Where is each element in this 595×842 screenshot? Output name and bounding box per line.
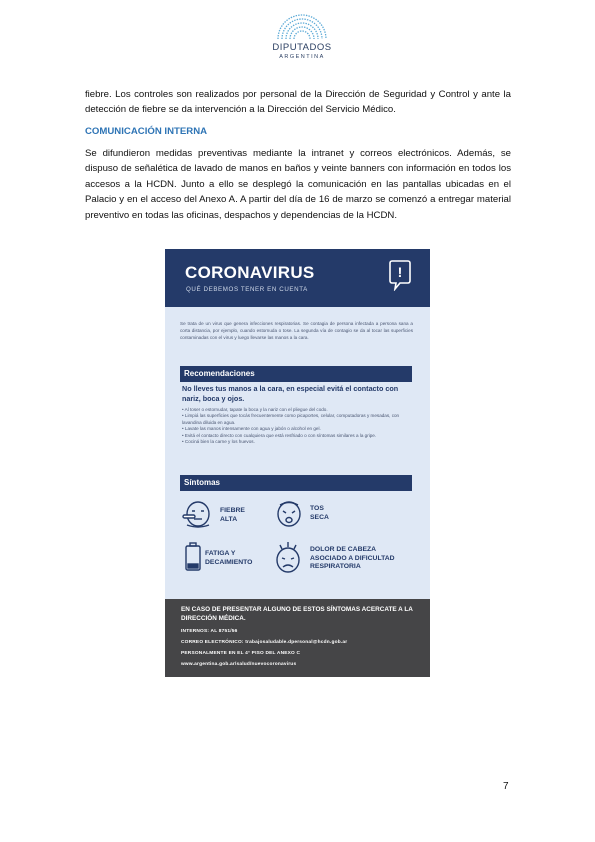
poster-subtitle: QUÉ DEBEMOS TENER EN CUENTA bbox=[186, 286, 308, 293]
symptom-cough bbox=[310, 505, 329, 522]
symptom-fever-line2: ALTA bbox=[220, 515, 238, 523]
list-item: • Cociná bien la carne y los huevos. bbox=[182, 439, 255, 445]
symptom-fever-line1: FIEBRE bbox=[220, 507, 245, 514]
alert-glyph: ! bbox=[397, 264, 403, 280]
symptom-headache-line3: RESPIRATORIA bbox=[310, 563, 361, 570]
recommendations-heading: Recomendaciones bbox=[180, 366, 412, 382]
symptom-headache-line1: DOLOR DE CABEZA bbox=[310, 546, 377, 553]
poster-footer bbox=[165, 599, 430, 677]
footer-warning: EN CASO DE PRESENTAR ALGUNO DE ESTOS SÍNTOMAS ACERCATE A LA DIRECCIÓN MÉDICA. bbox=[181, 606, 413, 622]
list-item: • Limpiá las superficies que tocás frecuentemente como picaportes, celular, computadoras y mesadas, con lavandina diluida en agua. bbox=[182, 413, 400, 425]
symptom-fatigue-line2: DECAIMIENTO bbox=[205, 558, 253, 566]
symptom-headache-line2: ASOCIADO A DIFICULTAD bbox=[310, 554, 395, 562]
page-number: 7 bbox=[503, 781, 509, 792]
recommendations-list bbox=[182, 407, 412, 445]
poster-title: CORONAVIRUS bbox=[185, 263, 315, 282]
diputados-logo bbox=[262, 12, 342, 60]
cough-face-icon bbox=[273, 499, 305, 529]
footer-url: www.argentina.gob.ar/salud/nuevocoronavirus bbox=[181, 662, 297, 667]
symptom-cough-line2: SECA bbox=[310, 513, 329, 521]
poster-intro: Se trata de un virus que genera infecciones respiratorias. Se contagia de persona infectada a persona sana a corta distancia, por ejemplo, cuando estornuda o tose. La segunda vía de contagio se da al tocar las superficies contaminadas con el virus y luego llevarse las manos a la cara. bbox=[180, 321, 413, 340]
paragraph-1: fiebre. Los controles son realizados por personal de la Dirección de Seguridad y Control y ante la detección de fiebre se da intervención a la Dirección del Servicio Médico. bbox=[85, 89, 511, 116]
logo-country: ARGENTINA bbox=[279, 54, 325, 60]
coronavirus-poster bbox=[165, 249, 430, 677]
footer-in-person: PERSONALMENTE EN EL 4° PISO DEL ANEXO C bbox=[181, 651, 301, 656]
paragraph-2: Se difundieron medidas preventivas mediante la intranet y correos electrónicos. Además, se dispuso de señalética de lavado de manos en baños y veinte banners con información en todos los accesos a la HCDN. Junto a ello se desplegó la comunicación en las pantallas ubicadas en el Palacio y en el acceso del Anexo A. A partir del día de 16 de marzo se comenzó a entregar material preventivo en todas las oficinas, despachos y dependencias de la HCDN. bbox=[85, 148, 511, 221]
logo-name: DIPUTADOS bbox=[272, 42, 332, 53]
footer-internal: INTERNOS: AL 8751/56 bbox=[181, 629, 238, 634]
list-item: • Lavate las manos intensamente con agua y jabón o alcohol en gel. bbox=[182, 426, 321, 432]
symptom-fever bbox=[220, 507, 245, 524]
alert-speech-bubble-icon bbox=[389, 259, 411, 291]
footer-email: CORREO ELECTRÓNICO: trabajosaludable.dpersonal@hcdn.gob.ar bbox=[181, 640, 348, 645]
congress-dome-icon bbox=[272, 12, 332, 40]
fever-face-icon bbox=[181, 499, 213, 529]
low-battery-icon bbox=[183, 542, 203, 572]
list-item: • Al toser o estornudar, tapate la boca y la nariz con el pliegue del codo. bbox=[182, 407, 328, 412]
symptom-fatigue bbox=[205, 550, 252, 567]
poster-header bbox=[165, 249, 430, 307]
section-heading: COMUNICACIÓN INTERNA bbox=[85, 126, 208, 137]
symptom-cough-line1: TOS bbox=[310, 505, 324, 512]
recommendations-lead: No lleves tus manos a la cara, en especial evitá el contacto con nariz, boca y ojos. bbox=[182, 384, 399, 403]
symptom-fatigue-line1: FATIGA Y bbox=[205, 550, 236, 557]
symptom-headache bbox=[310, 546, 395, 572]
symptoms-heading: Síntomas bbox=[180, 475, 412, 491]
list-item: • Evitá el contacto directo con cualquiera que está resfriado o con síntomas similares a la gripe. bbox=[182, 432, 377, 438]
headache-face-icon bbox=[272, 540, 304, 574]
